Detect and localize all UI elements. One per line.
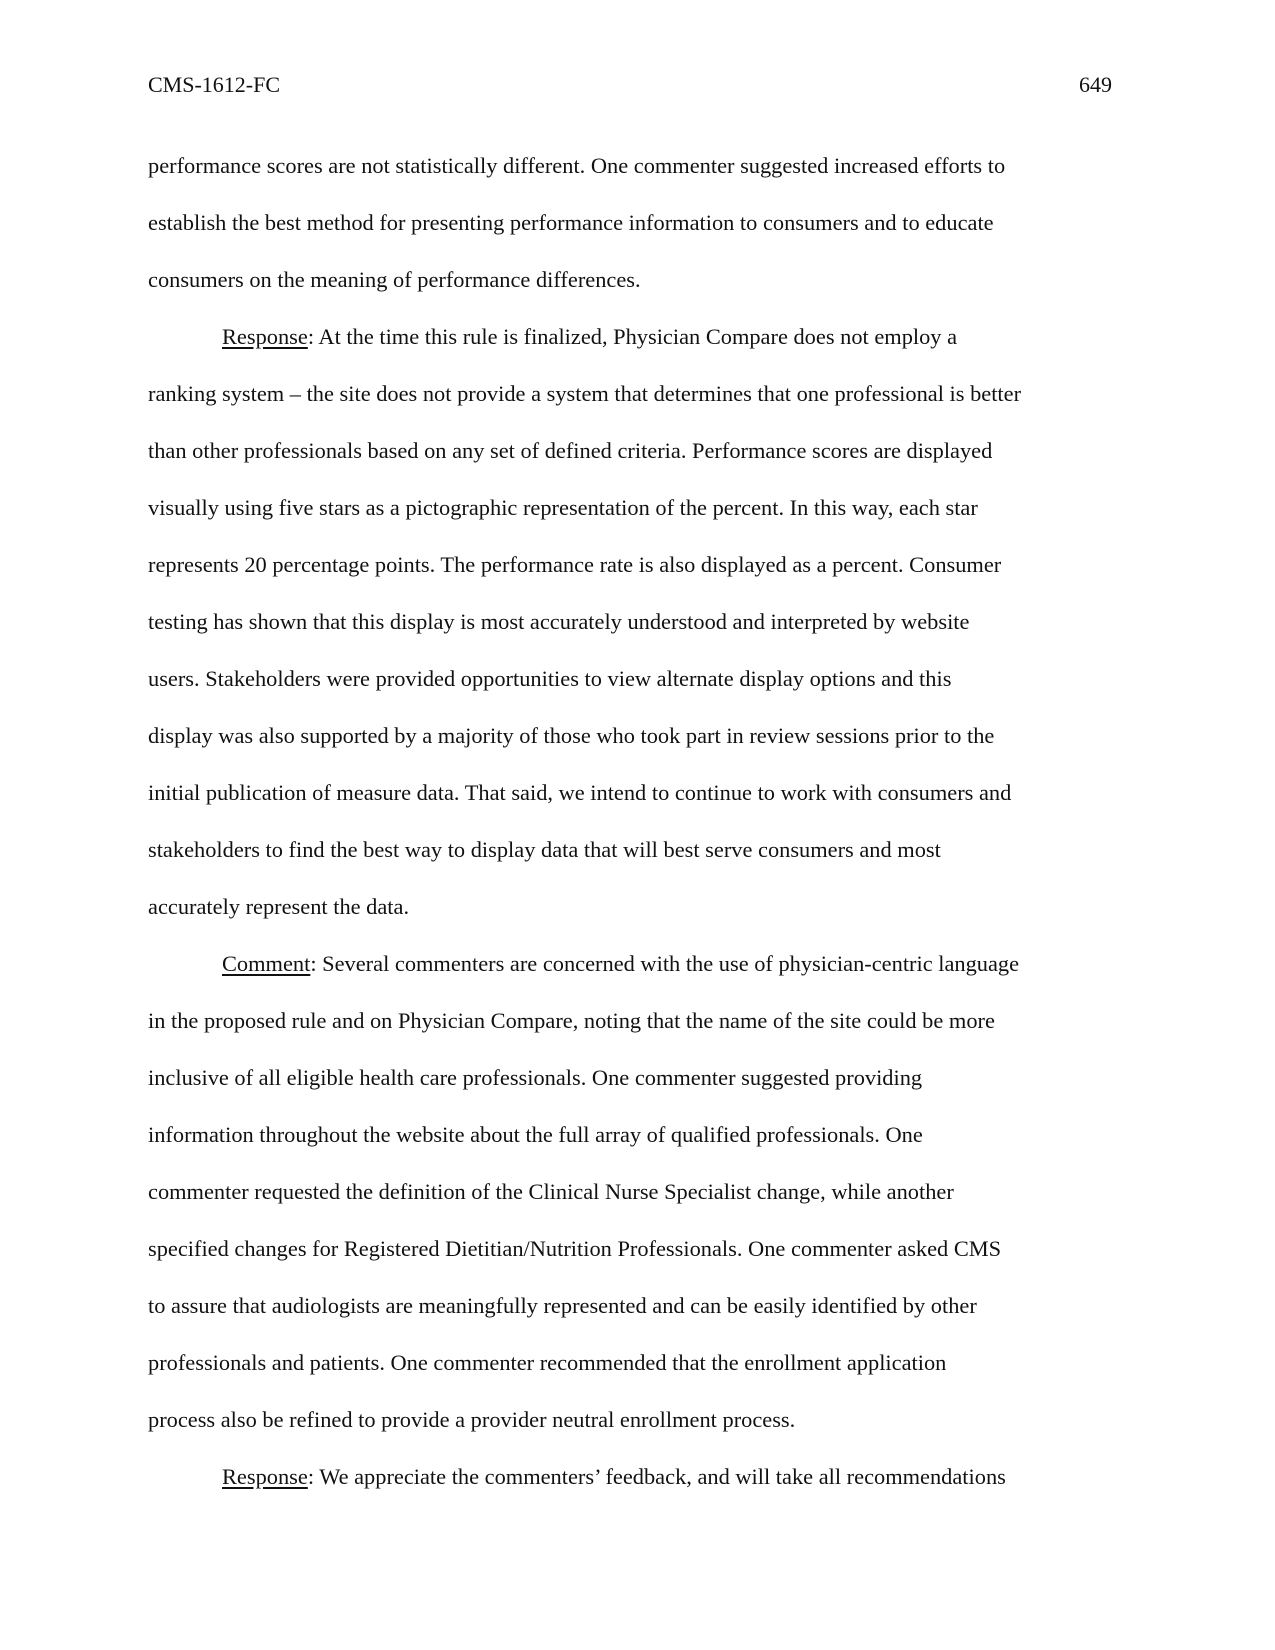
text-line: represents 20 percentage points. The performance rate is also displayed as a percent. Consumer	[148, 552, 1002, 577]
text-line: visually using five stars as a pictographic representation of the percent. In this way, each star	[148, 495, 978, 520]
page-header	[148, 70, 1112, 100]
text-line-rest: : We appreciate the commenters’ feedback, and will take all recommendations	[307, 1464, 1006, 1489]
paragraph-continuation	[148, 137, 1116, 308]
text-line-rest: : Several commenters are concerned with the use of physician-centric language	[310, 951, 1020, 976]
text-line: in the proposed rule and on Physician Compare, noting that the name of the site could be more	[148, 1008, 995, 1033]
text-line: stakeholders to find the best way to display data that will best serve consumers and most	[148, 837, 941, 862]
response-label: Response	[222, 324, 308, 349]
comment-label: Comment	[222, 951, 311, 976]
text-line: process also be refined to provide a provider neutral enrollment process.	[148, 1407, 796, 1432]
response-label: Response	[222, 1464, 308, 1489]
text-line	[148, 1448, 1116, 1505]
paragraph-response-1	[148, 308, 1116, 935]
text-line	[148, 935, 1116, 992]
paragraph-comment	[148, 935, 1116, 1448]
text-line: performance scores are not statistically different. One commenter suggested increased efforts to	[148, 153, 1006, 178]
text-line: to assure that audiologists are meaningfully represented and can be easily identified by other	[148, 1293, 977, 1318]
text-line	[148, 308, 1116, 365]
text-line: professionals and patients. One commenter recommended that the enrollment application	[148, 1350, 947, 1375]
text-line: display was also supported by a majority of those who took part in review sessions prior to the	[148, 723, 995, 748]
text-line: commenter requested the definition of the Clinical Nurse Specialist change, while another	[148, 1179, 954, 1204]
text-line: accurately represent the data.	[148, 894, 410, 919]
text-line: initial publication of measure data. That said, we intend to continue to work with consumers and	[148, 780, 1012, 805]
text-line: specified changes for Registered Dietitian/Nutrition Professionals. One commenter asked CMS	[148, 1236, 1002, 1261]
text-line-rest: : At the time this rule is finalized, Physician Compare does not employ a	[307, 324, 958, 349]
text-line: consumers on the meaning of performance differences.	[148, 267, 641, 292]
text-line: information throughout the website about the full array of qualified professionals. One	[148, 1122, 923, 1147]
document-id: CMS-1612-FC	[148, 72, 281, 97]
text-line: than other professionals based on any set of defined criteria. Performance scores are displayed	[148, 438, 993, 463]
text-line: testing has shown that this display is most accurately understood and interpreted by website	[148, 609, 970, 634]
body-text	[148, 137, 1116, 1505]
paragraph-response-2	[148, 1448, 1116, 1505]
text-line: inclusive of all eligible health care professionals. One commenter suggested providing	[148, 1065, 923, 1090]
page-number: 649	[1079, 72, 1112, 97]
text-line: ranking system – the site does not provide a system that determines that one professional is better	[148, 381, 1022, 406]
text-line: users. Stakeholders were provided opportunities to view alternate display options and this	[148, 666, 952, 691]
text-line: establish the best method for presenting performance information to consumers and to educate	[148, 210, 994, 235]
